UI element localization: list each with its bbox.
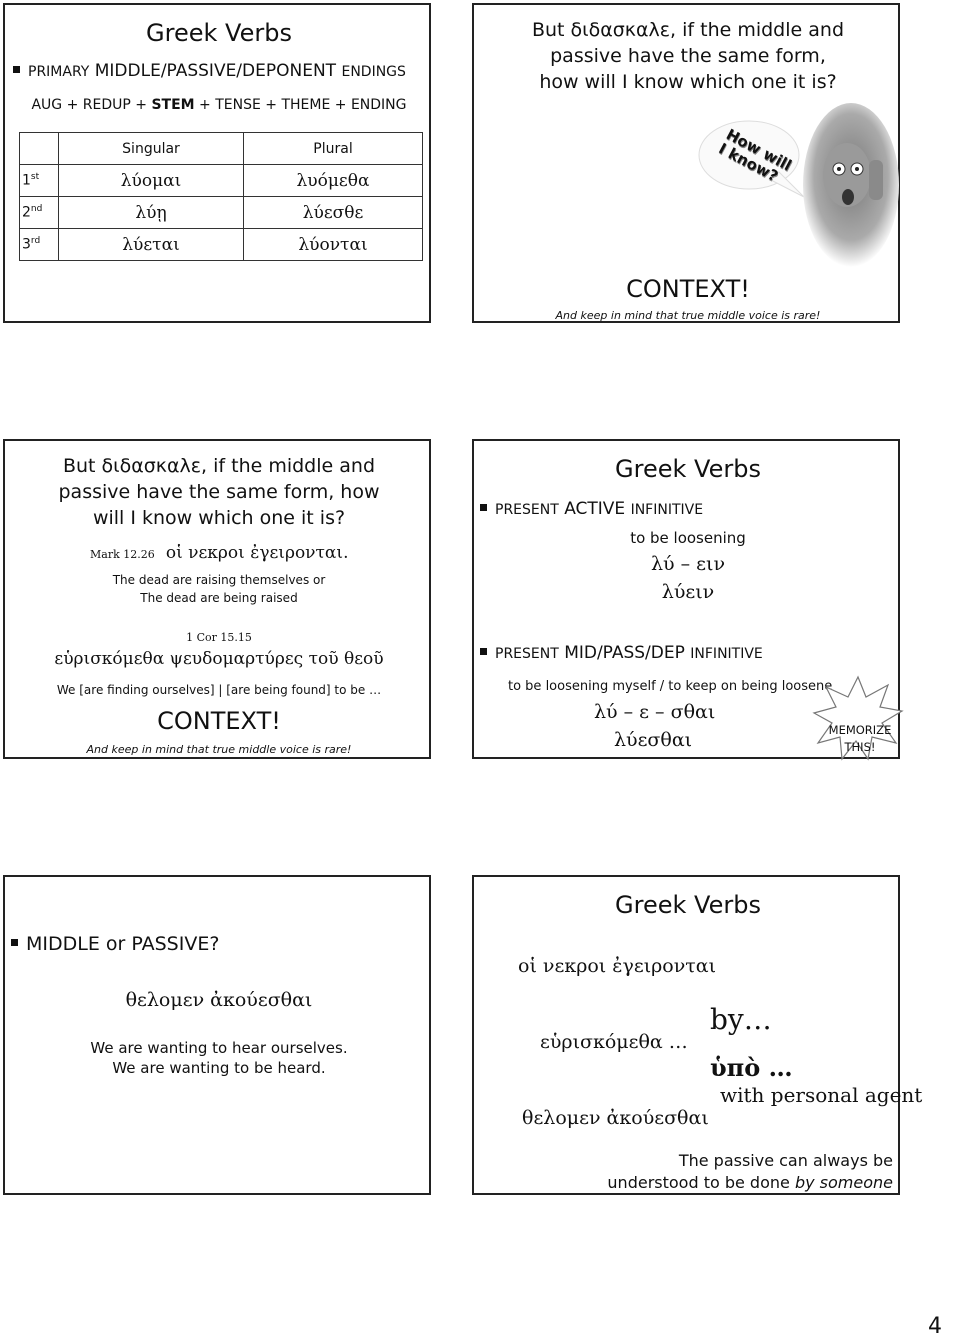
table-row: 1st λύομαι λυόμεθα bbox=[20, 165, 423, 197]
context-heading: CONTEXT! bbox=[626, 275, 750, 303]
translation-line: We are wanting to hear ourselves. bbox=[90, 1039, 348, 1057]
greek-sentence: οἱ νεκροι ἐγειρονται. bbox=[165, 543, 349, 563]
context-heading: CONTEXT! bbox=[157, 707, 281, 735]
bullet-line: PRESENT ACTIVE INFINITIVE bbox=[480, 499, 703, 519]
question-line-1: But διδασκαλε, if the middle and bbox=[531, 19, 844, 41]
footer-line: The passive can always be bbox=[678, 1151, 893, 1170]
translation-line: We are wanting to be heard. bbox=[112, 1059, 326, 1077]
question-line-3: will I know which one it is? bbox=[92, 507, 346, 529]
slide-5 bbox=[3, 875, 431, 1195]
bullet-line: PRESENT MID/PASS/DEP INFINITIVE bbox=[480, 643, 763, 663]
translation-line: The dead are being raised bbox=[140, 591, 298, 605]
translation-line: We [are finding ourselves] | [are being found] to be … bbox=[56, 683, 382, 697]
bullet-icon bbox=[11, 939, 18, 946]
memorize-label: MEMORIZE THIS! bbox=[828, 723, 892, 754]
slide-title: Greek Verbs bbox=[615, 891, 761, 919]
gloss-line: to be loosening myself / to keep on being loosene bbox=[508, 679, 833, 694]
slide-3 bbox=[3, 439, 431, 759]
bullet-line: MIDDLE or PASSIVE? bbox=[11, 933, 219, 955]
bullet-icon bbox=[480, 648, 487, 655]
translation-line: The dead are raising themselves or bbox=[112, 573, 326, 587]
question-line-3: how will I know which one it is? bbox=[539, 71, 837, 93]
slide-1 bbox=[3, 3, 431, 323]
greek-split-form: λύ – ε – σθαι bbox=[594, 701, 716, 723]
gloss-line: to be loosening bbox=[630, 529, 746, 547]
greek-sentence: εὑρισκόμεθα … bbox=[540, 1031, 688, 1053]
bullet-icon bbox=[13, 66, 20, 73]
scripture-reference: 1 Cor 15.15 bbox=[186, 631, 252, 644]
question-line-2: passive have the same form, how bbox=[58, 481, 380, 503]
agent-label: with personal agent bbox=[720, 1083, 923, 1107]
greek-split-form: λύ – ειν bbox=[650, 553, 725, 575]
speech-bubble-text: How will I know? bbox=[715, 125, 795, 186]
greek-sentence: θελομεν ἀκούεσθαι bbox=[125, 989, 313, 1011]
page-number: 4 bbox=[928, 1314, 942, 1339]
scripture-reference: Mark 12.26 bbox=[90, 548, 155, 561]
slide-title: Greek Verbs bbox=[615, 455, 761, 483]
table-row: 3rd λύεται λύονται bbox=[20, 229, 423, 261]
slide-title: Greek Verbs bbox=[146, 19, 292, 47]
header-singular: Singular bbox=[59, 133, 244, 165]
question-line-2: passive have the same form, bbox=[550, 45, 826, 67]
greek-form: λύειν bbox=[661, 581, 715, 603]
question-line-1: But διδασκαλε, if the middle and bbox=[62, 455, 375, 477]
bullet-icon bbox=[480, 504, 487, 511]
endings-table bbox=[19, 132, 423, 261]
worried-man-photo bbox=[799, 105, 899, 270]
bullet-line: PRIMARY MIDDLE/PASSIVE/DEPONENT ENDINGS bbox=[13, 61, 406, 81]
table-header-row bbox=[20, 133, 423, 165]
hupo-label: ὑπὸ … bbox=[710, 1053, 793, 1082]
verse-line-mark bbox=[90, 543, 348, 563]
greek-sentence: οἱ νεκροι ἐγειρονται bbox=[518, 955, 717, 977]
greek-sentence: θελομεν ἀκούεσθαι bbox=[522, 1107, 709, 1129]
header-plural: Plural bbox=[244, 133, 423, 165]
slide-2 bbox=[472, 3, 900, 323]
context-note: And keep in mind that true middle voice is rare! bbox=[555, 309, 821, 322]
formula-line: AUG + REDUP + STEM + TENSE + THEME + ENDING bbox=[31, 97, 407, 113]
footer-line: understood to be done by someone bbox=[607, 1173, 893, 1192]
greek-form: λύεσθαι bbox=[614, 729, 693, 751]
slide-4 bbox=[472, 439, 900, 759]
by-label: by… bbox=[710, 1003, 772, 1036]
table-row: 2nd λύῃ λύεσθε bbox=[20, 197, 423, 229]
slide-6 bbox=[472, 875, 923, 1195]
context-note: And keep in mind that true middle voice is rare! bbox=[86, 743, 352, 756]
greek-sentence: εὑρισκόμεθα ψευδομαρτύρες τοῦ θεοῦ bbox=[54, 649, 384, 669]
